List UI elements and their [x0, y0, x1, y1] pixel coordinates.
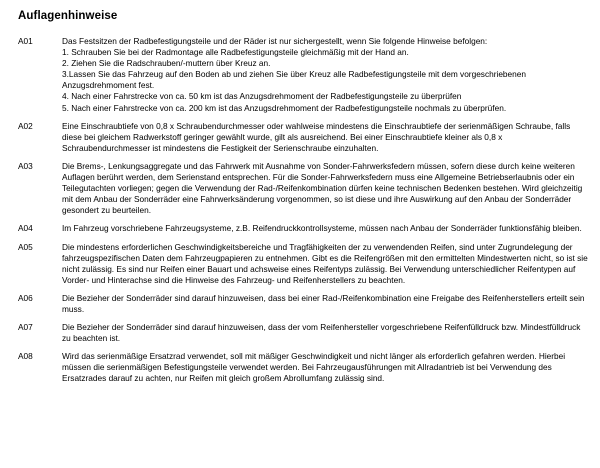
note-code: A02: [18, 120, 33, 131]
note-intro: Die Bezieher der Sonderräder sind darauf hinzuweisen, dass bei einer Rad-/Reifenkombination eine Freigabe des Reifenherstellers erteilt sein muss.: [62, 292, 585, 314]
note-intro: Die mindestens erforderlichen Geschwindigkeitsbereiche und Tragfähigkeiten der zu verwendenden Reifen, sind unter Zugrundelegung der fahrzeugspezifischen Daten dem Fahrzeugpapieren zu entnehmen. Gibt es die Reifengrößen mit den ermittelten Mindestwerten nicht, so ist sie nicht zulässig. Es sind nur Reifen einer Bauart und achsweise eines Reifentyps zulässig. Bei Verwendung unterschiedlicher Reifentypen auf Vorder- und Hinterachse sind die Hinweise des Fahrzeug- und Reifenherstellers zu beachten.: [62, 241, 588, 285]
note-sub-item: 2. Ziehen Sie die Radschrauben/-muttern über Kreuz an.: [62, 58, 271, 69]
note-body: [62, 121, 588, 154]
list-item: [18, 161, 588, 216]
list-item: [18, 121, 588, 154]
note-intro: Im Fahrzeug vorschriebene Fahrzeugsysteme, z.B. Reifendruckkontrollsysteme, müssen nach Anbau der Sonderräder funktionsfähig bleiben.: [62, 223, 582, 234]
note-body: [62, 351, 588, 384]
note-body: [62, 293, 588, 315]
note-code: A03: [18, 160, 33, 171]
note-code: A07: [18, 322, 33, 333]
note-sub-list: [62, 47, 588, 114]
note-body: [62, 223, 588, 234]
notes-list: [18, 36, 588, 385]
note-code: A08: [18, 351, 33, 362]
note-code: A05: [18, 241, 33, 252]
list-item: [18, 322, 588, 344]
list-item: [18, 351, 588, 384]
note-intro: Eine Einschraubtiefe von 0,8 x Schraubendurchmesser oder wahlweise mindestens die Einschraubtiefe der serienmäßigen Schraube, falls diese bei gleichem Radwerkstoff geringer gewählt wurde, gilt als ausreichend. Bei einer Einschraubtiefe kleiner als 0,8 x Schraubendurchmesser ist mindestens die Festigkeit der Serienschraube einzuhalten.: [62, 120, 571, 153]
list-item: [18, 36, 588, 114]
note-body: [62, 36, 588, 114]
list-item: [18, 293, 588, 315]
note-intro: Die Brems-, Lenkungsaggregate und das Fahrwerk mit Ausnahme von Sonder-Fahrwerksfedern müssen, sofern diese durch keine weiteren Auflagen berührt werden, dem Serienstand entsprechen. Für die Sonder-Fahrwerksfedern muss eine Allgemeine Betriebserlaubnis oder ein Teilegutachten vorliegen; gegen die Verwendung der Rad-/Reifenkombination dürfen keine technischen Bedenken bestehen. Wird gleichzeitig mit dem Anbau der Sonderräder eine Fahrwerksänderung vorgenommen, so ist diese und ihre Auswirkung auf den Anbau der Sonderräder gesondert zu beurteilen.: [62, 160, 583, 216]
note-intro: Das Festsitzen der Radbefestigungsteile und der Räder ist nur sichergestellt, wenn Sie folgende Hinweise befolgen:: [62, 36, 488, 46]
note-intro: Wird das serienmäßige Ersatzrad verwendet, soll mit mäßiger Geschwindigkeit und nicht länger als erforderlich gefahren werden. Hierbei müssen die serienmäßigen Befestigungsteile verwendet werden. Bei Fahrzeugausführungen mit Allradantrieb ist bei Verwendung des Ersatzrades darauf zu achten, nur Reifen mit gleich großem Abrollumfang zulässig sind.: [62, 351, 566, 384]
note-code: A06: [18, 292, 33, 303]
page-title: Auflagenhinweise: [18, 10, 118, 22]
note-sub-item: 1. Schrauben Sie bei der Radmontage alle Radbefestigungsteile gleichmäßig mit der Hand an.: [62, 47, 409, 58]
note-sub-item: 3.Lassen Sie das Fahrzeug auf den Boden ab und ziehen Sie über Kreuz alle Radbefestigungsteile mit dem vorgeschriebenen Anzugsdrehmoment fest.: [62, 69, 527, 91]
note-body: [62, 242, 588, 286]
list-item: [18, 223, 588, 234]
note-intro: Die Bezieher der Sonderräder sind darauf hinzuweisen, dass der vom Reifenhersteller vorgeschriebene Reifenfülldruck bzw. Mindestfülldruck zu beachten ist.: [62, 322, 581, 344]
note-code: A04: [18, 223, 33, 234]
note-sub-item: 4. Nach einer Fahrstrecke von ca. 50 km ist das Anzugsdrehmoment der Radbefestigungsteile zu überprüfen: [62, 91, 462, 102]
note-body: [62, 161, 588, 216]
note-body: [62, 322, 588, 344]
note-code: A01: [18, 36, 33, 46]
list-item: [18, 242, 588, 286]
note-sub-item: 5. Nach einer Fahrstrecke von ca. 200 km ist das Anzugsdrehmoment der Radbefestigungsteile nochmals zu überprüfen.: [62, 102, 507, 113]
